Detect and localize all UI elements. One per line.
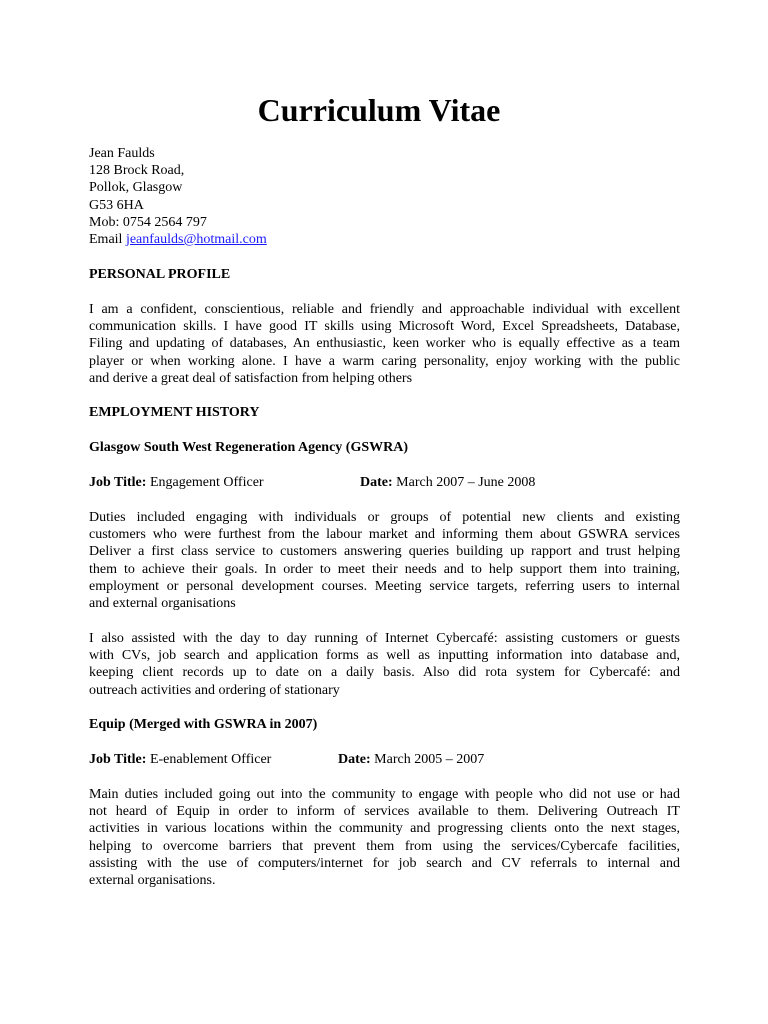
contact-postcode: G53 6HA: [89, 197, 144, 213]
employer-name: Equip (Merged with GSWRA in 2007): [89, 717, 318, 732]
contact-area: Pollok, Glasgow: [89, 180, 183, 196]
email-label: Email: [89, 232, 126, 248]
duties-line: Duties included engaging with individuals or groups of potential new clients and existing: [89, 510, 680, 525]
duties-line: employment or personal development courses. Meeting service targets, referring users to internal: [89, 578, 680, 594]
profile-line: and derive a great deal of satisfaction from helping others: [89, 370, 413, 386]
job-date: [360, 474, 535, 491]
contact-mobile: Mob: 0754 2564 797: [89, 214, 207, 230]
duties-line: external organisations.: [89, 873, 216, 889]
duties-line: customers who were furthest from the labour market and informing them about GSWRA services: [89, 527, 680, 543]
duties-line: outreach activities and ordering of stationary: [89, 682, 340, 698]
job-title-label: Job Title:: [89, 475, 147, 490]
contact-email-row: [89, 231, 267, 248]
date-value: March 2005 – 2007: [370, 752, 485, 767]
job-title-row: [89, 751, 680, 768]
duties-line: keeping client records up to date on a daily basis. Also did rota system for Cybercafé: and: [89, 665, 680, 681]
job-duties-paragraph: [89, 630, 680, 699]
employment-history-heading: EMPLOYMENT HISTORY: [89, 405, 260, 420]
duties-line: not heard of Equip in order to inform of services available to them. Delivering Outreach IT: [89, 804, 680, 820]
date-label: Date:: [360, 475, 393, 490]
job-title-value: Engagement Officer: [146, 475, 264, 490]
duties-line: Deliver a first class service to customers answering queries building up rapport and trust helping: [89, 544, 680, 560]
profile-paragraph: [89, 301, 680, 387]
profile-line: I am a confident, conscientious, reliable and friendly and approachable individual with excellent: [89, 302, 680, 317]
date-label: Date:: [338, 752, 371, 767]
date-value: March 2007 – June 2008: [392, 475, 536, 490]
duties-line: them to achieve their goals. In order to meet their needs and to help support them into training,: [89, 561, 680, 577]
duties-line: Main duties included going out into the community to engage with people who did not use or had: [89, 787, 680, 802]
duties-line: assisting with the use of computers/internet for job search and CV referrals to internal and: [89, 855, 680, 871]
duties-line: with CVs, job search and application forms as well as inputting information into database and,: [89, 648, 680, 664]
job-duties-paragraph: [89, 509, 680, 612]
profile-line: Filing and updating of databases, An enthusiastic, keen worker who is equally effective as a team: [89, 336, 680, 352]
job-date: [338, 751, 484, 768]
job-duties-paragraph: [89, 786, 680, 889]
duties-line: and external organisations: [89, 596, 236, 612]
contact-street: 128 Brock Road,: [89, 163, 185, 179]
contact-block: [89, 145, 267, 248]
email-link[interactable]: jeanfaulds@hotmail.com: [125, 232, 267, 248]
duties-line: activities in various locations within the community and progressing clients onto the next stages,: [89, 821, 680, 837]
contact-name: Jean Faulds: [89, 146, 155, 161]
job-title-value: E-enablement Officer: [146, 752, 272, 767]
personal-profile-heading: PERSONAL PROFILE: [89, 267, 231, 282]
duties-line: helping to overcome barriers that prevent them from using the services/Cybercafe facilities,: [89, 838, 680, 854]
employer-name: Glasgow South West Regeneration Agency (GSWRA): [89, 440, 409, 455]
profile-line: player or when working alone. I have a warm caring personality, enjoy working with the public: [89, 353, 680, 369]
document-title: Curriculum Vitae: [257, 92, 501, 128]
job-title-row: [89, 474, 680, 491]
job-title-label: Job Title:: [89, 752, 147, 767]
duties-line: I also assisted with the day to day running of Internet Cybercafé: assisting customers or guests: [89, 631, 680, 646]
profile-line: communication skills. I have good IT skills using Microsoft Word, Excel Spreadsheets, Database,: [89, 319, 680, 335]
